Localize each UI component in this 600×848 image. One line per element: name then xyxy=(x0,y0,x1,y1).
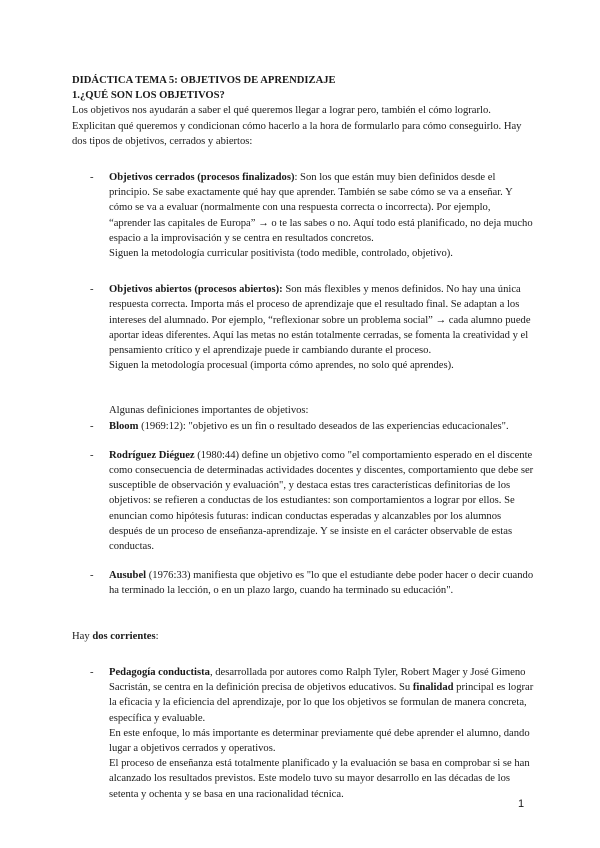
intro-paragraph: Los objetivos nos ayudarán a saber el qué queremos llegar a lograr pero, también el cómo lograrlo. Explicitan qué queremos y condicionan cómo hacerlo a la hora de formularlo para cómo conseguirlo. Hay dos tipos de objetivos, cerrados y abiertos: xyxy=(72,105,522,147)
open-objectives-text: Objetivos abiertos (procesos abiertos): Son más flexibles y menos definidos. No hay una única respuesta correcta. Importa más el proceso de aprendizaje que el resultado final. Se adaptan a los intereses del alumnado. Por ejemplo, “reflexionar sobre un problema social” → cada alumno puede aportar ideas diferentes. Aquí las metas no están totalmente cerradas, se fomenta la creatividad y el pensamiento crítico y el aprendizaje puede ir cambiando durante el proceso. xyxy=(109,284,531,357)
behaviorist-paragraph-2: En este enfoque, lo más importante es determinar previamente qué debe aprender el alumno, dando lugar a objetivos cerrados y operativos. xyxy=(109,727,530,754)
list-dash: - xyxy=(90,172,94,184)
definition-text: (1969:12): "objetivo es un fin o resultado deseados de las experiencias educacionales". xyxy=(138,420,509,432)
open-objectives-term: Objetivos abiertos (procesos abiertos): xyxy=(109,284,283,296)
list-item-definition-ausubel xyxy=(72,568,534,598)
list-dash: - xyxy=(90,420,94,432)
list-item-closed-objectives xyxy=(72,170,534,261)
list-item-definition-rodriguez xyxy=(72,448,534,554)
closed-objectives-text: Objetivos cerrados (procesos finalizados): Son los que están muy bien definidos desde el principio. Se sabe exactamente qué hay que aprender. También se sabe cómo se va a enseñar. Y cómo se va a evaluar (normalmente con una respuesta correcta o incorrecta). Por ejemplo, “aprender las capitales de Europa” → o te las sabes o no. Aquí todo está planificado, no deja mucho espacio a la improvisación y se centra en resultados concretos. xyxy=(109,172,533,244)
definition-author: Rodríguez Diéguez xyxy=(109,449,195,461)
definition-author: Ausubel xyxy=(109,570,147,582)
closed-objectives-methodology: Siguen la metodología curricular positivista (todo medible, controlado, objetivo). xyxy=(109,248,453,260)
closed-objectives-term: Objetivos cerrados (procesos finalizados) xyxy=(109,172,295,184)
definition-author: Bloom xyxy=(109,420,139,432)
list-item-definition-bloom xyxy=(72,419,534,434)
open-objectives-methodology: Siguen la metodología procesual (importa cómo aprendes, no solo qué aprendes). xyxy=(109,360,454,372)
list-dash: - xyxy=(90,666,94,678)
currents-intro: Hay dos corrientes: xyxy=(72,630,159,642)
definition-text: (1976:33) manifiesta que objetivo es "lo que el estudiante debe poder hacer o decir cuando ha terminado la lección, o en un plazo largo, cuando ha terminado su educación". xyxy=(109,570,534,597)
list-item-open-objectives xyxy=(72,282,534,373)
list-dash: - xyxy=(90,449,94,461)
page-number: 1 xyxy=(518,798,525,810)
definition-text: (1980:44) define un objetivo como "el comportamiento esperado en el discente como consecuencia de determinadas actividades docentes y discentes, comportamiento que debe ser susceptible de observación y evaluación", y destaca estas tres características definitorias de los objetivos: se refieren a conductas de los estudiantes: son comportamientos a lograr por ellos. Se enuncian como hipótesis futuras: indican conductas esperadas y alcanzables por los alumnos después de un proceso de enseñanza-aprendizaje. Y se insiste en el carácter observable de estas conductas. xyxy=(109,449,534,553)
definitions-intro: Algunas definiciones importantes de objetivos: xyxy=(109,405,309,417)
list-dash: - xyxy=(90,570,94,582)
behaviorist-paragraph-3: El proceso de enseñanza está totalmente planificado y la evaluación se basa en comprobar si se han alcanzado los resultados previstos. Este modelo tuvo su mayor desarrollo en las décadas de los setenta y ochenta y se basa en una racionalidad técnica. xyxy=(109,758,530,800)
document-title: DIDÁCTICA TEMA 5: OBJETIVOS DE APRENDIZAJE xyxy=(72,75,336,86)
document-body xyxy=(72,73,534,802)
current-term: Pedagogía conductista xyxy=(109,666,210,678)
list-item-behaviorist-pedagogy: - Pedagogía conductista, desarrollada por autores como Ralph Tyler, Robert Mager y José Gimeno Sacristán, se centra en la definición precisa de objetivos educativos. Su finalidad principal es lograr la eficacia y la eficiencia del aprendizaje, por lo que los objetivos se formulan de manera concreta, específica y evaluable. En este enfoque, lo más importante es determinar previamente qué debe aprender el alumno, dando lugar a objetivos cerrados y operativos. El proceso de enseñanza está totalmente planificado y la evaluación se basa en comprobar si se han alcanzado los resultados previstos. Este modelo tuvo su mayor desarrollo en las décadas de los setenta y ochenta y se basa en una racionalidad técnica. xyxy=(72,665,534,802)
section-heading: 1.¿QUÉ SON LOS OBJETIVOS? xyxy=(72,90,225,102)
list-dash: - xyxy=(90,284,94,296)
